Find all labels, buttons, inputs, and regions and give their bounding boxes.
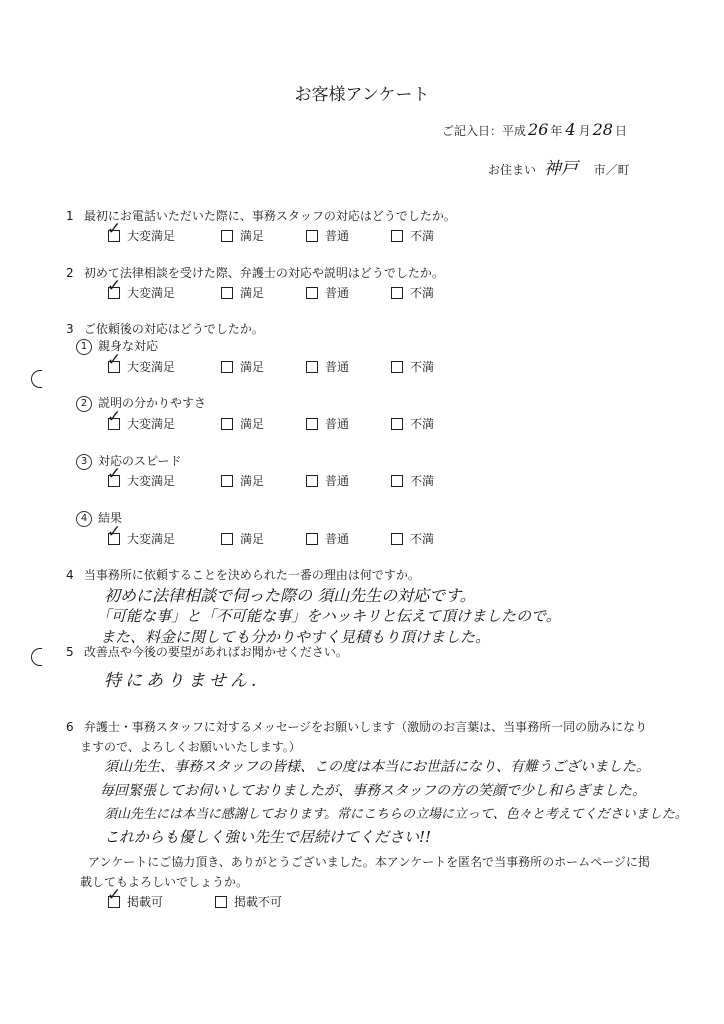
option-label: 掲載可 [127,895,164,909]
checkbox[interactable] [306,230,318,242]
option-dissatisfied[interactable] [391,415,434,432]
q6-answer-line-3: 須山先生には本当に感謝しております。常にこちらの立場に立って、色々と考えてくださいました。 [104,807,688,822]
question-text: ご依頼後の対応はどうでしたか。 [83,322,264,336]
checkbox[interactable] [306,361,318,373]
checkbox[interactable] [391,361,403,373]
address-line [488,154,630,179]
checkbox[interactable] [391,533,403,545]
checkbox[interactable] [107,521,122,545]
option-very-satisfied[interactable] [107,349,195,375]
date-day: 28 [592,120,613,139]
date-day-unit: 日 [614,124,627,138]
check-mark-icon: ✓ [107,521,122,542]
circled-number: 4 [76,511,92,527]
option-label: 普通 [325,286,350,300]
question-1 [66,207,456,224]
address-label: お住まい [488,163,537,177]
punch-hole-top [31,370,42,388]
option-label: 不満 [410,360,435,374]
option-label: 普通 [325,532,350,546]
option-satisfied[interactable] [221,472,280,489]
option-label: 満足 [240,474,265,488]
option-satisfied[interactable] [221,415,280,432]
sub-question-text: 親身な対応 [98,339,159,353]
checkbox[interactable] [107,463,122,487]
question-2-options [107,275,460,301]
option-average[interactable] [306,530,365,547]
option-label: 掲載不可 [234,895,283,909]
address-city: 神戸 [543,159,578,179]
date-label: ご記入日：平成 [442,124,527,138]
sub-question-4-options [107,521,460,547]
q4-answer-line-3: また、料金に関しても分かりやすく見積もり頂けました。 [100,628,491,646]
option-label: 満足 [240,532,265,546]
checkbox[interactable] [221,418,233,430]
checkbox[interactable] [306,533,318,545]
date-month: 4 [565,120,576,139]
checkbox[interactable] [107,275,122,299]
option-dissatisfied[interactable] [391,358,434,375]
option-label: 普通 [325,360,350,374]
option-label: 満足 [240,360,265,374]
option-average[interactable] [306,284,365,301]
check-mark-icon: ✓ [107,218,122,239]
question-6 [66,718,647,735]
checkbox[interactable] [306,418,318,430]
question-text: 弁護士・事務スタッフに対するメッセージをお願いします（激励のお言葉は、当事務所一同の励みになり [83,720,648,734]
option-label: 大変満足 [127,532,176,546]
option-very-satisfied[interactable] [107,275,195,301]
publish-options [107,884,308,910]
checkbox[interactable] [391,475,403,487]
checkbox[interactable] [221,230,233,242]
question-5 [66,643,348,660]
circled-number: 2 [76,396,92,412]
checkbox[interactable] [306,287,318,299]
option-satisfied[interactable] [221,227,280,244]
question-number: 5 [66,645,74,659]
question-number: 1 [66,209,74,223]
option-label: 満足 [240,229,265,243]
sub-question-1-options [107,349,460,375]
closing-text-line-2: 載してもよろしいでしょうか。 [80,875,249,889]
check-mark-icon: ✓ [107,275,122,296]
option-label: 不満 [410,417,435,431]
circled-number: 1 [76,339,92,355]
check-mark-icon: ✓ [107,884,122,905]
sub-question-text: 結果 [98,511,123,525]
sub-question-text: 対応のスピード [98,454,182,468]
option-label: 普通 [325,474,350,488]
q4-answer-line-2: 「可能な事」と「不可能な事」をハッキリと伝えて頂けましたので。 [96,607,561,625]
closing-text-line-1: アンケートにご協力頂き、ありがとうございました。本アンケートを匿名で当事務所のホームページに掲 [88,855,650,869]
question-text: 初めて法律相談を受けた際、弁護士の対応や説明はどうでしたか。 [83,266,444,280]
date-year: 26 [528,120,549,139]
question-4 [66,566,420,583]
option-satisfied[interactable] [221,284,280,301]
checkbox[interactable] [107,406,122,430]
q4-answer-line-1: 初めに法律相談で伺った際の 須山先生の対応です。 [104,586,476,605]
checkbox[interactable] [221,287,233,299]
question-number: 2 [66,266,74,280]
option-label: 不満 [410,474,435,488]
check-mark-icon: ✓ [107,463,122,484]
question-text: 当事務所に依頼することを決められた一番の理由は何ですか。 [83,568,420,582]
check-mark-icon: ✓ [107,349,122,370]
option-average[interactable] [306,472,365,489]
q6-answer-line-2: 毎回緊張してお伺いしておりましたが、事務スタッフの方の笑顔で少し和らぎました。 [100,783,646,799]
option-label: 不満 [410,532,435,546]
option-label: 大変満足 [127,229,176,243]
checkbox[interactable] [221,475,233,487]
checkbox[interactable] [221,533,233,545]
option-satisfied[interactable] [221,530,280,547]
sub-question-3-options [107,463,460,489]
sub-question-2-options [107,406,460,432]
date-year-unit: 年 [550,124,563,138]
checkbox[interactable] [107,884,122,908]
q5-answer: 特にありません. [104,671,261,691]
option-satisfied[interactable] [221,358,280,375]
option-very-satisfied[interactable] [107,406,195,432]
checkbox[interactable] [107,218,122,242]
date-month-unit: 月 [578,124,591,138]
date-line [442,120,627,139]
question-text: 最初にお電話いただいた際に、事務スタッフの対応はどうでしたか。 [83,209,456,223]
option-dissatisfied[interactable] [391,472,434,489]
checkbox[interactable] [107,349,122,373]
option-dissatisfied[interactable] [391,227,434,244]
question-1-options [107,218,460,244]
question-text: 改善点や今後の要望があればお聞かせください。 [83,645,348,659]
checkbox[interactable] [306,475,318,487]
option-very-satisfied[interactable] [107,218,195,244]
question-number: 3 [66,322,74,336]
circled-number: 3 [76,454,92,470]
address-suffix: 市／町 [593,163,630,177]
sub-question-2 [76,394,206,412]
option-average[interactable] [306,358,365,375]
checkbox[interactable] [391,418,403,430]
option-label: 不満 [410,286,435,300]
option-label: 満足 [240,417,265,431]
checkbox[interactable] [391,287,403,299]
option-dissatisfied[interactable] [391,530,434,547]
option-label: 大変満足 [127,474,176,488]
option-publish-ng[interactable] [215,893,282,910]
option-label: 大変満足 [127,286,176,300]
option-label: 大変満足 [127,360,176,374]
checkbox[interactable] [221,361,233,373]
option-average[interactable] [306,415,365,432]
option-label: 普通 [325,229,350,243]
option-dissatisfied[interactable] [391,284,434,301]
option-label: 大変満足 [127,417,176,431]
sub-question-3 [76,452,182,470]
page-title: お客様アンケート [294,85,430,105]
check-mark-icon: ✓ [107,406,122,427]
question-3 [66,320,264,337]
punch-hole-bottom [31,648,42,666]
option-label: 不満 [410,229,435,243]
question-number: 6 [66,720,74,734]
checkbox[interactable] [391,230,403,242]
q6-answer-line-1: 須山先生、事務スタッフの皆様、この度は本当にお世話になり、有難うございました。 [104,759,650,775]
q6-answer-line-4: これからも優しく強い先生で居続けてください!! [104,828,432,846]
option-label: 普通 [325,417,350,431]
checkbox[interactable] [215,896,227,908]
question-number: 4 [66,568,74,582]
question-2 [66,264,444,281]
sub-question-text: 説明の分かりやすさ [98,396,207,410]
option-very-satisfied[interactable] [107,521,195,547]
option-label: 満足 [240,286,265,300]
option-average[interactable] [306,227,365,244]
option-publish-ok[interactable] [107,884,189,910]
option-very-satisfied[interactable] [107,463,195,489]
question-6-cont: ますので、よろしくお願いいたします。） [80,740,301,754]
